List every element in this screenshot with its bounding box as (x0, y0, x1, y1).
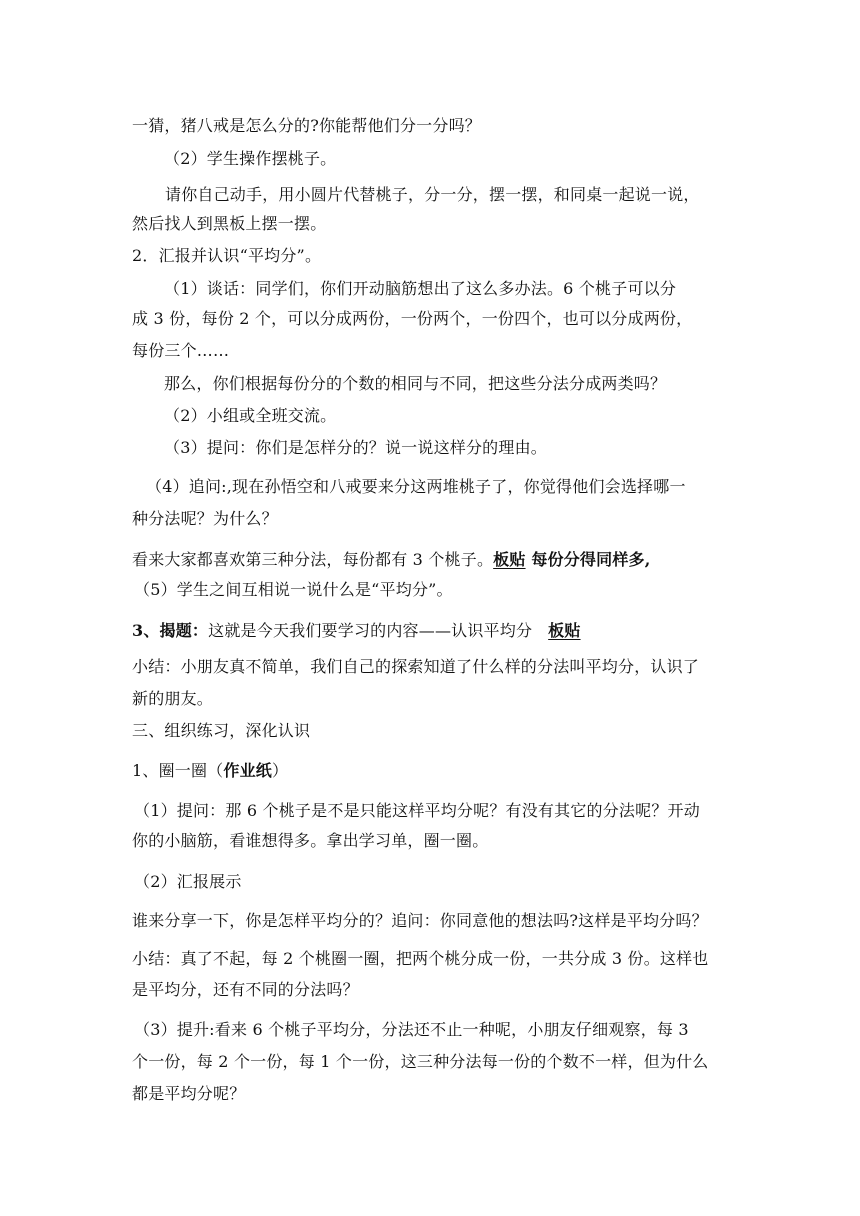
text-line (132, 760, 288, 782)
text-span: 1、圈一圈（ (132, 761, 224, 780)
text-line: 谁来分享一下，你是怎样平均分的？追问：你同意他的想法吗?这样是平均分吗？ (132, 911, 708, 930)
text-line: 请你自己动手，用小圆片代替桃子，分一分，摆一摆，和同桌一起说一说， (165, 185, 700, 204)
text-line (132, 549, 651, 571)
text-line: 那么，你们根据每份分的个数的相同与不同，把这些分法分成两类吗？ (164, 374, 667, 393)
text-line: 新的朋友。 (132, 689, 214, 708)
text-line: （1）谈话：同学们，你们开动脑筋想出了这么多办法。6 个桃子可以分 (164, 279, 677, 298)
board-note-text: 每份分得同样多, (525, 550, 651, 569)
text-line: （5）学生之间互相说一说什么是“平均分”。 (134, 580, 453, 599)
section-heading: 2．汇报并认识“平均分”。 (132, 246, 322, 265)
text-line (132, 620, 581, 642)
section-heading: 三、组织练习，深化认识 (132, 721, 311, 740)
text-span: ） (272, 761, 289, 780)
text-line: 每份三个…… (132, 341, 230, 360)
text-span: 这就是今天我们要学习的内容——认识平均分 (208, 621, 533, 640)
reveal-label: 3、揭题： (132, 621, 209, 640)
text-line: （2）汇报展示 (134, 872, 242, 891)
board-note-label: 板贴 (493, 550, 526, 569)
text-line: 然后找人到黑板上摆一摆。 (132, 214, 327, 233)
text-span: 看来大家都喜欢第三种分法，每份都有 3 个桃子。 (132, 550, 494, 569)
text-line: 你的小脑筋，看谁想得多。拿出学习单，圈一圈。 (132, 831, 489, 850)
text-line: （3）提问：你们是怎样分的？说一说这样分的理由。 (164, 438, 547, 457)
text-line: （2）学生操作摆桃子。 (164, 149, 337, 168)
worksheet-label: 作业纸 (223, 761, 272, 780)
text-line: 种分法呢？为什么？ (132, 509, 278, 528)
text-line: 成 3 份，每份 2 个，可以分成两份，一份两个，一份四个，也可以分成两份， (132, 309, 693, 328)
board-note-label: 板贴 (548, 621, 581, 640)
text-line: 一猜，猪八戒是怎么分的?你能帮他们分一分吗？ (132, 116, 481, 135)
text-line: 小结：小朋友真不简单，我们自己的探索知道了什么样的分法叫平均分，认识了 (132, 657, 700, 676)
text-line: 小结：真了不起，每 2 个桃圈一圈，把两个桃分成一份，一共分成 3 份。这样也 (132, 949, 709, 968)
text-line: （1）提问：那 6 个桃子是不是只能这样平均分呢？有没有其它的分法呢？开动 (134, 801, 700, 820)
text-line: 个一份，每 2 个一份，每 1 个一份，这三种分法每一份的个数不一样，但为什么 (132, 1052, 709, 1071)
text-line: 是平均分，还有不同的分法吗？ (132, 980, 359, 999)
text-line: （3）提升:看来 6 个桃子平均分，分法还不止一种呢，小朋友仔细观察，每 3 (134, 1020, 689, 1039)
text-line: （4）追问:,现在孙悟空和八戒要来分这两堆桃子了，你觉得他们会选择哪一 (146, 477, 686, 496)
text-line: 都是平均分呢？ (132, 1084, 246, 1103)
text-line: （2）小组或全班交流。 (164, 406, 337, 425)
